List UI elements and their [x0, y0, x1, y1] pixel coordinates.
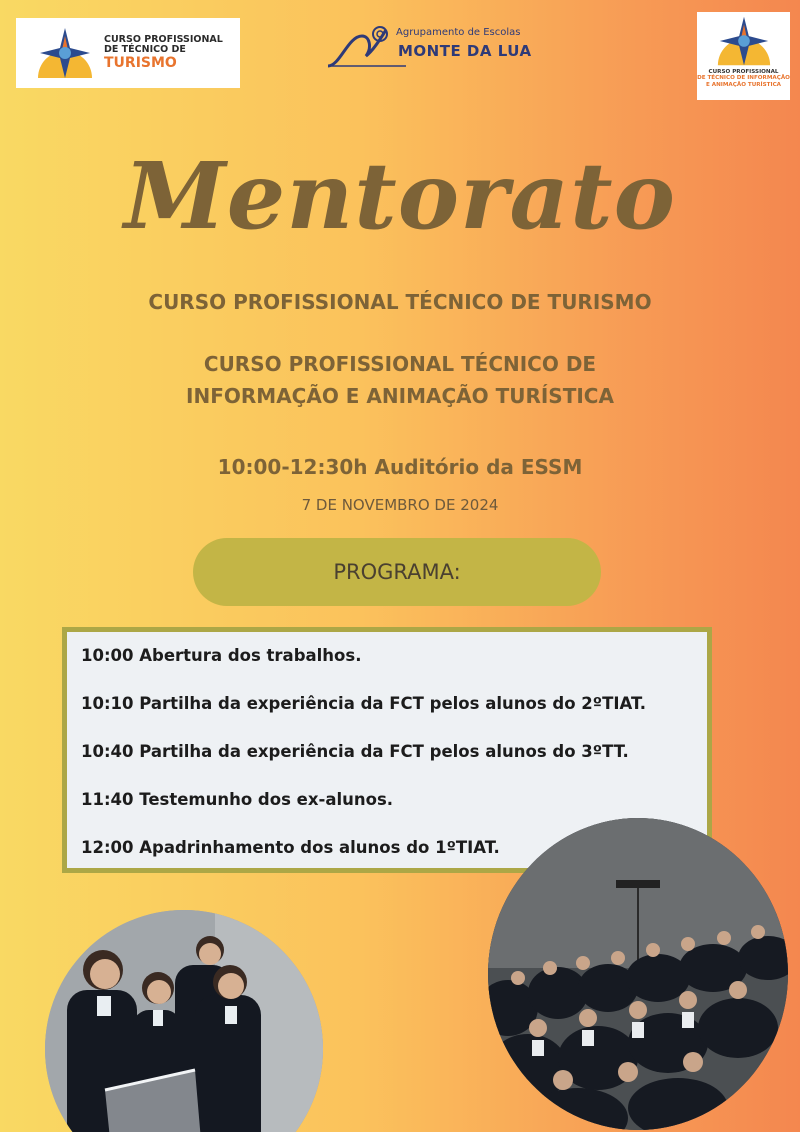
schedule-item: 11:40 Testemunho dos ex-alunos. [81, 790, 394, 809]
logo-left-line3: TURISMO [104, 54, 177, 71]
course-tiat [0, 348, 800, 412]
program-label: PROGRAMA: [333, 560, 461, 584]
schedule-item: 12:00 Apadrinhamento dos alunos do 1ºTIAT. [81, 838, 500, 857]
presenters-photo [45, 910, 323, 1132]
moon-swirl-icon [326, 22, 406, 74]
logo-turismo [16, 18, 240, 88]
logo-tiat [697, 12, 790, 100]
course-tiat-line1: CURSO PROFISSIONAL TÉCNICO DE [203, 352, 597, 376]
star-compass-icon [34, 26, 96, 80]
logo-left-line1: CURSO PROFISSIONAL [104, 33, 223, 45]
schedule-item: 10:40 Partilha da experiência da FCT pelos alunos do 3ºTT. [81, 742, 629, 761]
schedule-item: 10:10 Partilha da experiência da FCT pelos alunos do 2ºTIAT. [81, 694, 646, 713]
logo-center-line2: MONTE DA LUA [398, 42, 532, 60]
time-location: 10:00-12:30h Auditório da ESSM [217, 455, 583, 479]
auditorium-photo [488, 818, 788, 1130]
event-date: 7 DE NOVEMBRO DE 2024 [301, 496, 499, 514]
logo-right-line1: CURSO PROFISSIONAL [708, 69, 779, 75]
program-label-pill [193, 538, 601, 606]
logo-center-line1: Agrupamento de Escolas [396, 27, 521, 38]
star-compass-icon [714, 14, 774, 68]
logo-left-line2: DE TÉCNICO DE [104, 44, 186, 56]
course-turismo: CURSO PROFISSIONAL TÉCNICO DE TURISMO [148, 290, 652, 314]
logo-agrupamento [326, 22, 536, 74]
logo-right-line2: DE TÉCNICO DE INFORMAÇÃO [697, 75, 790, 81]
schedule-item: 10:00 Abertura dos trabalhos. [81, 646, 362, 665]
page-title: Mentorato [123, 142, 677, 250]
course-tiat-line2: INFORMAÇÃO E ANIMAÇÃO TURÍSTICA [186, 384, 614, 408]
logo-right-line3: E ANIMAÇÃO TURÍSTICA [706, 81, 781, 88]
